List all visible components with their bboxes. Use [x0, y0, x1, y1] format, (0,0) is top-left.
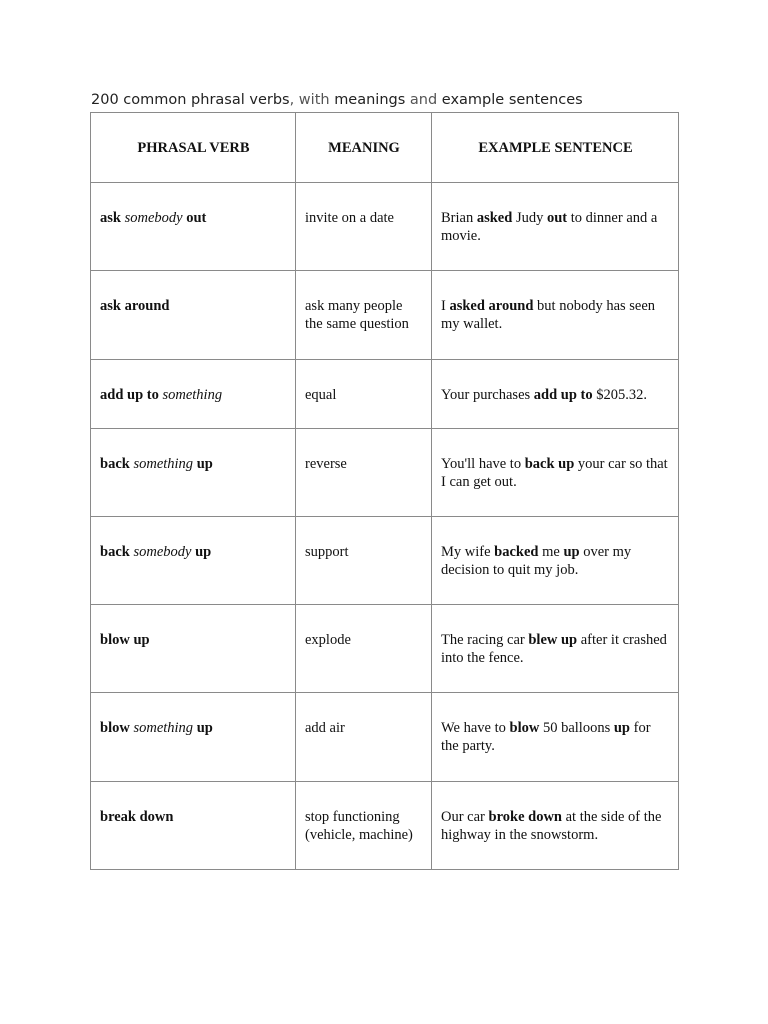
- phrasal-verb-cell-segment: somebody: [129, 544, 192, 560]
- example-sentence-cell-segment: up: [563, 544, 580, 560]
- title-part-1: 200 common phrasal verbs: [91, 92, 290, 108]
- phrasal-verb-cell-segment: break down: [100, 809, 174, 825]
- example-sentence-cell: [432, 360, 679, 429]
- example-sentence-cell-segment: The racing car: [441, 632, 529, 648]
- example-sentence-cell-segment: Our car: [441, 809, 489, 825]
- meaning-cell: ask many people the same question: [296, 271, 432, 360]
- example-sentence-cell-segment: 50 balloons: [539, 720, 614, 736]
- table-row: [91, 271, 679, 360]
- example-sentence-cell-segment: My wife: [441, 544, 495, 560]
- example-sentence-cell-segment: add up to: [533, 387, 593, 403]
- phrasal-verb-cell-segment: something: [129, 456, 194, 472]
- phrasal-verb-cell-segment: somebody: [120, 210, 183, 226]
- table-row: [91, 360, 679, 429]
- table-row: [91, 605, 679, 693]
- example-sentence-cell: [432, 517, 679, 605]
- phrasal-verb-cell: [91, 429, 296, 517]
- phrasal-verb-cell-segment: blow: [100, 720, 130, 736]
- phrasal-verb-cell-segment: ask around: [100, 298, 170, 314]
- example-sentence-cell-segment: blow: [509, 720, 540, 736]
- phrasal-verb-cell-segment: up: [191, 544, 212, 560]
- header-meaning: MEANING: [296, 113, 432, 183]
- example-sentence-cell-segment: but nobody has seen my wallet.: [441, 298, 656, 332]
- example-sentence-cell: [432, 605, 679, 693]
- example-sentence-cell-segment: over my decision to quit my job.: [441, 544, 632, 578]
- phrasal-verb-cell-segment: something: [158, 387, 223, 403]
- phrasal-verb-cell-segment: back: [100, 456, 130, 472]
- table-row: [91, 429, 679, 517]
- header-phrasal-verb: PHRASAL VERB: [91, 113, 296, 183]
- table-row: [91, 782, 679, 870]
- phrasal-verb-cell-segment: add up to: [100, 387, 159, 403]
- example-sentence-cell-segment: up: [613, 720, 630, 736]
- example-sentence-cell-segment: Your purchases: [441, 387, 534, 403]
- example-sentence-cell-segment: asked around: [449, 298, 534, 314]
- example-sentence-cell-segment: to dinner and a movie.: [441, 210, 658, 244]
- phrasal-verb-cell: [91, 693, 296, 782]
- phrasal-verb-cell-segment: something: [129, 720, 194, 736]
- table-row: [91, 693, 679, 782]
- meaning-cell: explode: [296, 605, 432, 693]
- example-sentence-cell-segment: $205.32.: [592, 387, 647, 403]
- meaning-cell: support: [296, 517, 432, 605]
- example-sentence-cell-segment: out: [546, 210, 568, 226]
- example-sentence-cell-segment: asked: [476, 210, 513, 226]
- example-sentence-cell-segment: at the side of the highway in the snowstorm.: [441, 809, 662, 843]
- meaning-cell: add air: [296, 693, 432, 782]
- title-part-3: meanings: [334, 92, 406, 108]
- phrasal-verb-cell-segment: back: [100, 544, 130, 560]
- meaning-cell: reverse: [296, 429, 432, 517]
- example-sentence-cell-segment: after it crashed into the fence.: [441, 632, 667, 666]
- example-sentence-cell-segment: back up: [524, 456, 575, 472]
- phrasal-verb-cell: [91, 183, 296, 271]
- meaning-cell: invite on a date: [296, 183, 432, 271]
- phrasal-verb-cell: [91, 517, 296, 605]
- phrasal-verb-cell: [91, 782, 296, 870]
- example-sentence-cell-segment: I: [441, 298, 450, 314]
- example-sentence-cell-segment: You'll have to: [441, 456, 525, 472]
- example-sentence-cell: [432, 271, 679, 360]
- table-header-row: [91, 113, 679, 183]
- title-part-5: example sentences: [441, 92, 583, 108]
- example-sentence-cell-segment: Judy: [512, 210, 547, 226]
- phrasal-verb-cell: [91, 271, 296, 360]
- example-sentence-cell-segment: backed: [494, 544, 539, 560]
- title-part-4: and: [405, 92, 442, 108]
- example-sentence-cell-segment: for the party.: [441, 720, 651, 754]
- phrasal-verb-cell: [91, 605, 296, 693]
- title-part-2: , with: [289, 92, 335, 108]
- phrasal-verbs-table: [90, 112, 679, 870]
- page-title: [91, 92, 583, 108]
- example-sentence-cell: [432, 429, 679, 517]
- header-example-sentence: EXAMPLE SENTENCE: [432, 113, 679, 183]
- phrasal-verb-cell-segment: up: [193, 720, 213, 736]
- example-sentence-cell: [432, 693, 679, 782]
- phrasal-verb-cell-segment: up: [193, 456, 213, 472]
- example-sentence-cell-segment: Brian: [441, 210, 477, 226]
- example-sentence-cell: [432, 183, 679, 271]
- table-row: [91, 517, 679, 605]
- example-sentence-cell-segment: broke down: [488, 809, 562, 825]
- example-sentence-cell-segment: me: [538, 544, 564, 560]
- phrasal-verb-cell-segment: out: [182, 210, 207, 226]
- table-row: [91, 183, 679, 271]
- meaning-cell: equal: [296, 360, 432, 429]
- example-sentence-cell-segment: We have to: [441, 720, 510, 736]
- phrasal-verb-cell: [91, 360, 296, 429]
- example-sentence-cell: [432, 782, 679, 870]
- phrasal-verb-cell-segment: ask: [100, 210, 121, 226]
- phrasal-verb-cell-segment: blow up: [100, 632, 150, 648]
- meaning-cell: stop functioning (vehicle, machine): [296, 782, 432, 870]
- example-sentence-cell-segment: your car so that I can get out.: [441, 456, 668, 490]
- example-sentence-cell-segment: blew up: [528, 632, 578, 648]
